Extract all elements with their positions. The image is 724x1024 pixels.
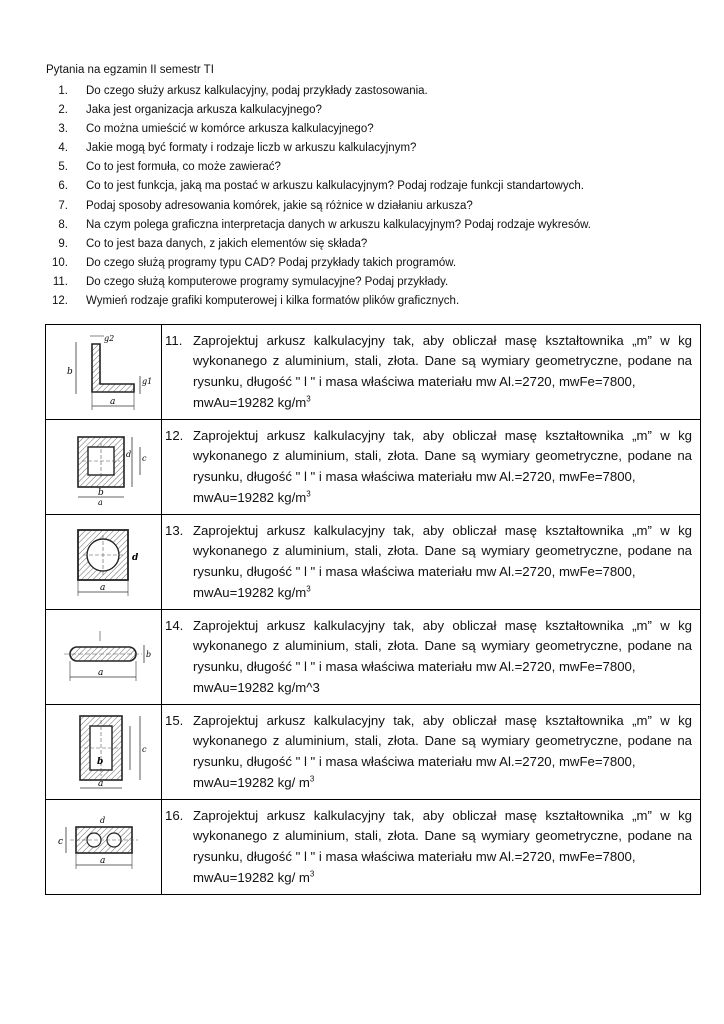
task-figure-cell [46,610,162,705]
task-number: 16. [165,807,184,823]
list-item [46,120,686,139]
dimension-label: g1 [141,377,152,386]
question-text: Do czego służą komputerowe programy symulacyjne? Podaj przykłady. [86,275,449,288]
task-figure-cell [46,705,162,800]
dimension-label: a [109,397,115,407]
slot-shape-sketch [54,617,154,697]
task-density: mwAu=19282 kg/m [193,394,307,410]
task-number: 15. [165,712,184,728]
page-heading: Pytania na egzamin II semestr TI [46,64,214,76]
task-figure-cell [46,420,162,515]
list-item [46,254,686,273]
list-item [46,158,686,177]
list-item [46,235,686,254]
angle-section-sketch [54,332,154,412]
dimension-label: d [125,450,131,459]
task-text: Zaprojektuj arkusz kalkulacyjny tak, aby obliczał masę kształtownika „m” w kg wykonanego z aluminium, stali, złota. Dane są wymiary geometryczne, podane na rysunku, długość " l " i masa właściwa materiału mw Al.=2720, mwFe=7800, [193,332,692,389]
dimension-label: d [131,553,138,563]
dimension-label: c [57,837,63,847]
task-density: mwAu=19282 kg/ m [193,774,310,790]
unit-exponent: 3 [309,869,315,879]
square-with-round-hole-sketch [54,522,154,602]
task-density: mwAu=19282 kg/m [193,489,307,505]
task-text-cell [162,515,701,610]
task-figure-cell [46,325,162,420]
question-text: Na czym polega graficzna interpretacja danych w arkuszu kalkulacyjnym? Podaj rodzaje wykresów. [86,218,591,231]
question-number: 11. [52,275,68,288]
task-number: 11. [165,332,183,348]
question-text: Podaj sposoby adresowania komórek, jakie są różnice w działaniu arkusza? [86,199,473,212]
question-number: 5. [58,161,68,174]
task-text: Zaprojektuj arkusz kalkulacyjny tak, aby obliczał masę kształtownika „m” w kg wykonanego z aluminium, stali, złota. Dane są wymiary geometryczne, podane na rysunku, długość " l " i masa właściwa materiału mw Al.=2720, mwFe=7800, [193,522,692,579]
task-figure-cell [46,800,162,895]
dimension-label: c [141,745,146,754]
list-item [46,197,686,216]
task-text: Zaprojektuj arkusz kalkulacyjny tak, aby obliczał masę kształtownika „m” w kg wykonanego z aluminium, stali, złota. Dane są wymiary geometryczne, podane na rysunku, długość " l " i masa właściwa materiału mw Al.=2720, mwFe=7800, [193,807,692,864]
question-text: Co można umieścić w komórce arkusza kalkulacyjnego? [86,123,374,136]
dimension-label: c [141,454,146,463]
dimension-label: g2 [103,334,114,343]
task-density-line [193,868,692,889]
unit-exponent: 3 [306,394,311,404]
dimension-label: a [99,856,105,866]
dimension-label: b [97,488,104,498]
task-density-line [193,393,692,414]
task-description [165,426,692,508]
task-description [165,616,692,698]
hollow-square-sketch [54,427,154,507]
list-item [46,292,686,311]
task-text-cell [162,610,701,705]
question-number: 9. [58,237,68,250]
task-description [165,521,692,603]
task-density-line [193,773,692,794]
task-description [165,331,692,413]
table-row [46,705,701,800]
task-density: mwAu=19282 kg/m [193,584,307,600]
task-table [45,324,701,895]
table-row [46,420,701,515]
question-number: 3. [58,123,68,136]
list-item [46,273,686,292]
task-density: mwAu=19282 kg/m^3 [193,679,320,695]
task-description [165,806,692,888]
task-description [165,711,692,793]
question-number: 10. [52,256,68,269]
task-number: 12. [165,427,184,443]
task-text-cell [162,325,701,420]
task-density: mwAu=19282 kg/ m [193,869,310,885]
dimension-label: a [97,779,103,789]
question-text: Co to jest formuła, co może zawierać? [86,161,281,174]
question-number: 2. [58,104,68,117]
question-number: 1. [58,85,68,97]
dimension-label: d [99,816,105,825]
question-text: Wymień rodzaje grafiki komputerowej i kilka formatów plików graficznych. [86,295,460,308]
unit-exponent: 3 [306,584,311,594]
question-text: Do czego służy arkusz kalkulacyjny, podaj przykłady zastosowania. [86,85,428,97]
task-density-line [193,488,692,509]
question-number: 7. [58,199,68,212]
question-number: 6. [58,180,68,193]
question-number: 12. [52,295,68,308]
question-text: Do czego służą programy typu CAD? Podaj przykłady takich programów. [86,256,457,269]
question-text: Co to jest funkcja, jaką ma postać w arkuszu kalkulacyjnym? Podaj rodzaje funkcji standartowych. [86,180,584,193]
dimension-label: b [66,367,73,377]
task-text: Zaprojektuj arkusz kalkulacyjny tak, aby obliczał masę kształtownika „m” w kg wykonanego z aluminium, stali, złota. Dane są wymiary geometryczne, podane na rysunku, długość " l " i masa właściwa materiału mw Al.=2720, mwFe=7800, [193,617,692,674]
task-text: Zaprojektuj arkusz kalkulacyjny tak, aby obliczał masę kształtownika „m” w kg wykonanego z aluminium, stali, złota. Dane są wymiary geometryczne, podane na rysunku, długość " l " i masa właściwa materiału mw Al.=2720, mwFe=7800, [193,712,692,769]
list-item [46,82,686,101]
unit-exponent: 3 [309,774,315,784]
task-text-cell [162,420,701,515]
dimension-label: b [145,650,151,659]
table-row [46,515,701,610]
task-text: Zaprojektuj arkusz kalkulacyjny tak, aby obliczał masę kształtownika „m” w kg wykonanego z aluminium, stali, złota. Dane są wymiary geometryczne, podane na rysunku, długość " l " i masa właściwa materiału mw Al.=2720, mwFe=7800, [193,427,692,484]
dimension-label: a [99,583,105,593]
question-text: Jaka jest organizacja arkusza kalkulacyjnego? [86,104,322,117]
task-text-cell [162,800,701,895]
rectangular-tube-sketch [54,712,154,792]
table-row [46,325,701,420]
table-row [46,800,701,895]
question-number: 8. [58,218,68,231]
list-item [46,139,686,158]
table-row [46,610,701,705]
task-number: 13. [165,522,184,538]
dimension-label: a [97,498,103,507]
task-density-line [193,678,692,699]
dimension-label: b [96,757,103,767]
task-figure-cell [46,515,162,610]
dimension-label: a [97,668,103,678]
plate-with-two-holes-sketch [54,807,154,887]
question-list [46,82,686,311]
task-text-cell [162,705,701,800]
question-text: Jakie mogą być formaty i rodzaje liczb w arkuszu kalkulacyjnym? [86,142,417,155]
list-item [46,101,686,120]
task-number: 14. [165,617,184,633]
list-item [46,177,686,196]
unit-exponent: 3 [306,489,311,499]
task-density-line [193,583,692,604]
question-number: 4. [58,142,68,155]
list-item [46,216,686,235]
question-text: Co to jest baza danych, z jakich elementów się składa? [86,237,368,250]
